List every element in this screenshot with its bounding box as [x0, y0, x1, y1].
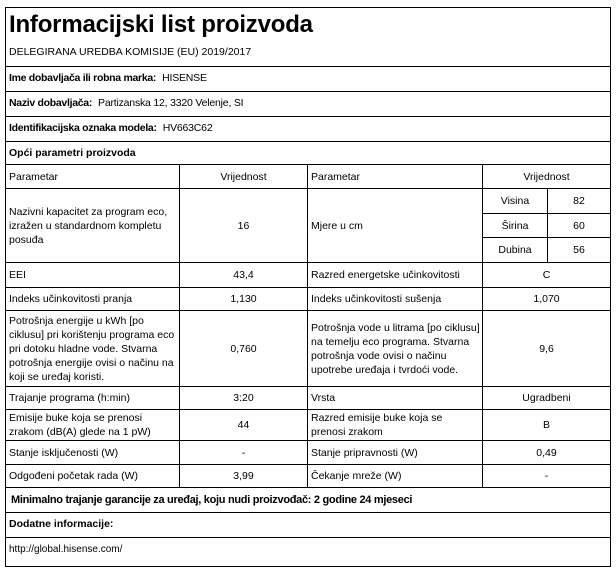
regulation-reference: DELEGIRANA UREDBA KOMISIJE (EU) 2019/2017 [9, 46, 252, 58]
supplier-brand-row [9, 72, 207, 84]
cleaning-index-value: 1,130 [230, 293, 257, 305]
water-consumption-label: Potrošnja vode u litrama [po ciklusu] na temelju eco programa. Stvarna potrošnja vode ovisi o načinu upotrebe uređaja i tvrdoći vode. [311, 321, 480, 376]
noise-class-value: B [542, 419, 550, 431]
off-mode-value: - [241, 446, 246, 459]
dimension-width-value: 60 [573, 219, 585, 232]
brand-label: Ime dobavljača ili robna marka: [9, 72, 157, 84]
address-value: Partizanska 12, 3320 Velenje, SI [98, 97, 244, 109]
dimension-width-label: Širina [501, 219, 529, 232]
model-value: HV663C62 [162, 122, 213, 134]
additional-info-label: Dodatne informacije: [9, 518, 114, 530]
cleaning-index-label: Indeks učinkovitosti pranja [9, 293, 133, 305]
divider [6, 487, 610, 488]
networked-standby-label: Čekanje mreže (W) [311, 470, 402, 482]
drying-index-value: 1,070 [533, 293, 560, 305]
networked-standby-value: - [544, 470, 549, 482]
capacity-label: Nazivni kapacitet za program eco, izražen u standardnom kompletu posuđa [9, 205, 168, 246]
model-label: Identifikacijska oznaka modela: [9, 122, 157, 134]
divider [6, 537, 610, 538]
section-title: Opći parametri proizvoda [9, 147, 136, 159]
standby-mode-value: 0,49 [536, 446, 557, 459]
header-value-left: Vrijednost [220, 170, 267, 183]
noise-emission-label: Emisije buke koja se prenosi zrakom (dB(A) glede na 1 pW) [9, 412, 151, 438]
supplier-address-row [9, 97, 243, 109]
standby-mode-label: Stanje pripravnosti (W) [311, 446, 418, 459]
energy-class-value: C [542, 269, 551, 281]
header-param-left: Parametar [9, 170, 59, 183]
energy-class-label: Razred energetske učinkovitosti [311, 269, 460, 281]
dimension-depth-label: Dubina [498, 244, 532, 256]
divider [6, 66, 610, 67]
divider [6, 512, 610, 513]
energy-consumption-label: Potrošnja energije u kWh [po ciklusu] pri korištenju programa eco pri dotoku hladne vode. Stvarna potrošnja energije ovisi o načinu na koji se uređaj koristi. [9, 314, 175, 383]
delay-start-label: Odgođeni početak rada (W) [9, 470, 138, 482]
header-value-right: Vrijednost [523, 170, 570, 183]
type-label: Vrsta [311, 392, 336, 404]
eei-value: 43,4 [233, 269, 254, 281]
divider [6, 91, 610, 92]
energy-consumption-value: 0,760 [230, 342, 257, 355]
program-duration-label: Trajanje programa (h:min) [9, 392, 130, 404]
dimension-height-value: 82 [573, 195, 585, 207]
brand-value: HISENSE [162, 72, 207, 84]
manufacturer-url[interactable]: http://global.hisense.com/ [9, 544, 123, 555]
delay-start-value: 3,99 [233, 470, 254, 482]
program-duration-value: 3:20 [233, 392, 254, 404]
document-title: Informacijski list proizvoda [9, 11, 313, 38]
off-mode-label: Stanje isključenosti (W) [9, 446, 119, 459]
dimension-depth-value: 56 [573, 244, 585, 256]
dimensions-label: Mjere u cm [311, 219, 363, 232]
warranty-text: Minimalno trajanje garancije za uređaj, koju nudi proizvođač: 2 godine 24 mjeseci [11, 494, 413, 506]
divider [6, 116, 610, 117]
water-consumption-value: 9,6 [539, 342, 554, 355]
address-label: Naziv dobavljača: [9, 97, 93, 109]
eei-label: EEI [9, 269, 26, 281]
divider [6, 141, 610, 142]
noise-emission-value: 44 [237, 419, 250, 431]
model-row [9, 122, 212, 134]
type-value: Ugradbeni [522, 392, 571, 404]
drying-index-label: Indeks učinkovitosti sušenja [311, 293, 442, 305]
product-information-sheet [5, 7, 611, 567]
noise-class-label: Razred emisije buke koja se prenosi zrakom [311, 412, 443, 438]
dimension-height-label: Visina [500, 195, 530, 207]
header-param-right: Parametar [311, 170, 361, 183]
capacity-value: 16 [237, 219, 250, 232]
